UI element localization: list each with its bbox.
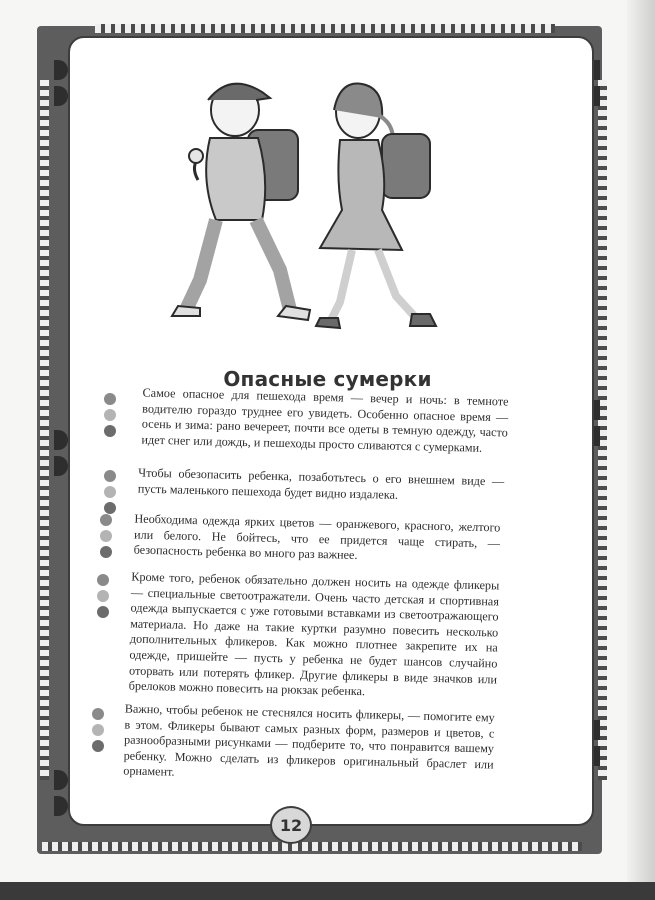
children-illustration [170,70,470,350]
paragraph-4: Кроме того, ребенок обязательно должен носить на одежде фликеры — специальные светоотражатели. Очень часто детская и спортивная одежда выпускается с уже готовыми вставками из светоотражающего материала. Но даже на такие куртки разумно повесить несколько дополнительных фликеров. Как можно плотнее закрепите их на одежде, пришейте — пусть у ребенка не будет шансов случайно оторвать или потерять фликер. Другие фликеры в виде значков или брелоков можно повесить на рюкзак ребенка. [128,569,500,699]
paragraph-1: Самое опасное для пешехода время — вечер и ночь: в темноте водителю гораздо труднее его увидеть. Особенно опасное время — осень и зима: рано вечереет, почти все одеты в темную одежду, часто идет снег или дождь, и пешеходы просто сливаются с сумерками. [141,385,509,455]
paragraph-2: Чтобы обезопасить ребенка, позаботьтесь о его внешнем виде — пусть маленького пешехода будет видно издалека. [137,465,505,502]
left-scallops-mid [54,430,68,476]
page-number-badge: 12 [270,806,312,844]
left-scallops [54,60,68,106]
scan-edge-shadow [627,0,655,900]
bullet-dots-icon [104,470,120,514]
left-scallops-bottom [54,770,68,816]
paragraph-5: Важно, чтобы ребенок не стеснялся носить фликеры, — помогите ему в этом. Фликеры бывают самых разных форм, размеров и цветов, с разнообразными рисунками — подберите то, что понравится вашему ребенку. Можно сделать из фликеров оригинальный браслет или орнамент. [123,701,495,780]
scan-bottom-edge [0,882,655,900]
bullet-dots-icon [104,393,120,437]
bullet-dots-icon [92,708,108,752]
page-title: Опасные сумерки [223,367,432,392]
top-checker-border [95,24,555,33]
paragraph-3: Необходима одежда ярких цветов — оранжевого, красного, желтого или белого. Не бойтесь, что ее придется чаще стирать, — безопасность ребенка во много раз важнее. [133,511,501,563]
left-checker-border [40,80,49,780]
bullet-dots-icon [100,514,116,558]
bullet-dots-icon [97,574,113,618]
bottom-checker-border [42,842,582,851]
